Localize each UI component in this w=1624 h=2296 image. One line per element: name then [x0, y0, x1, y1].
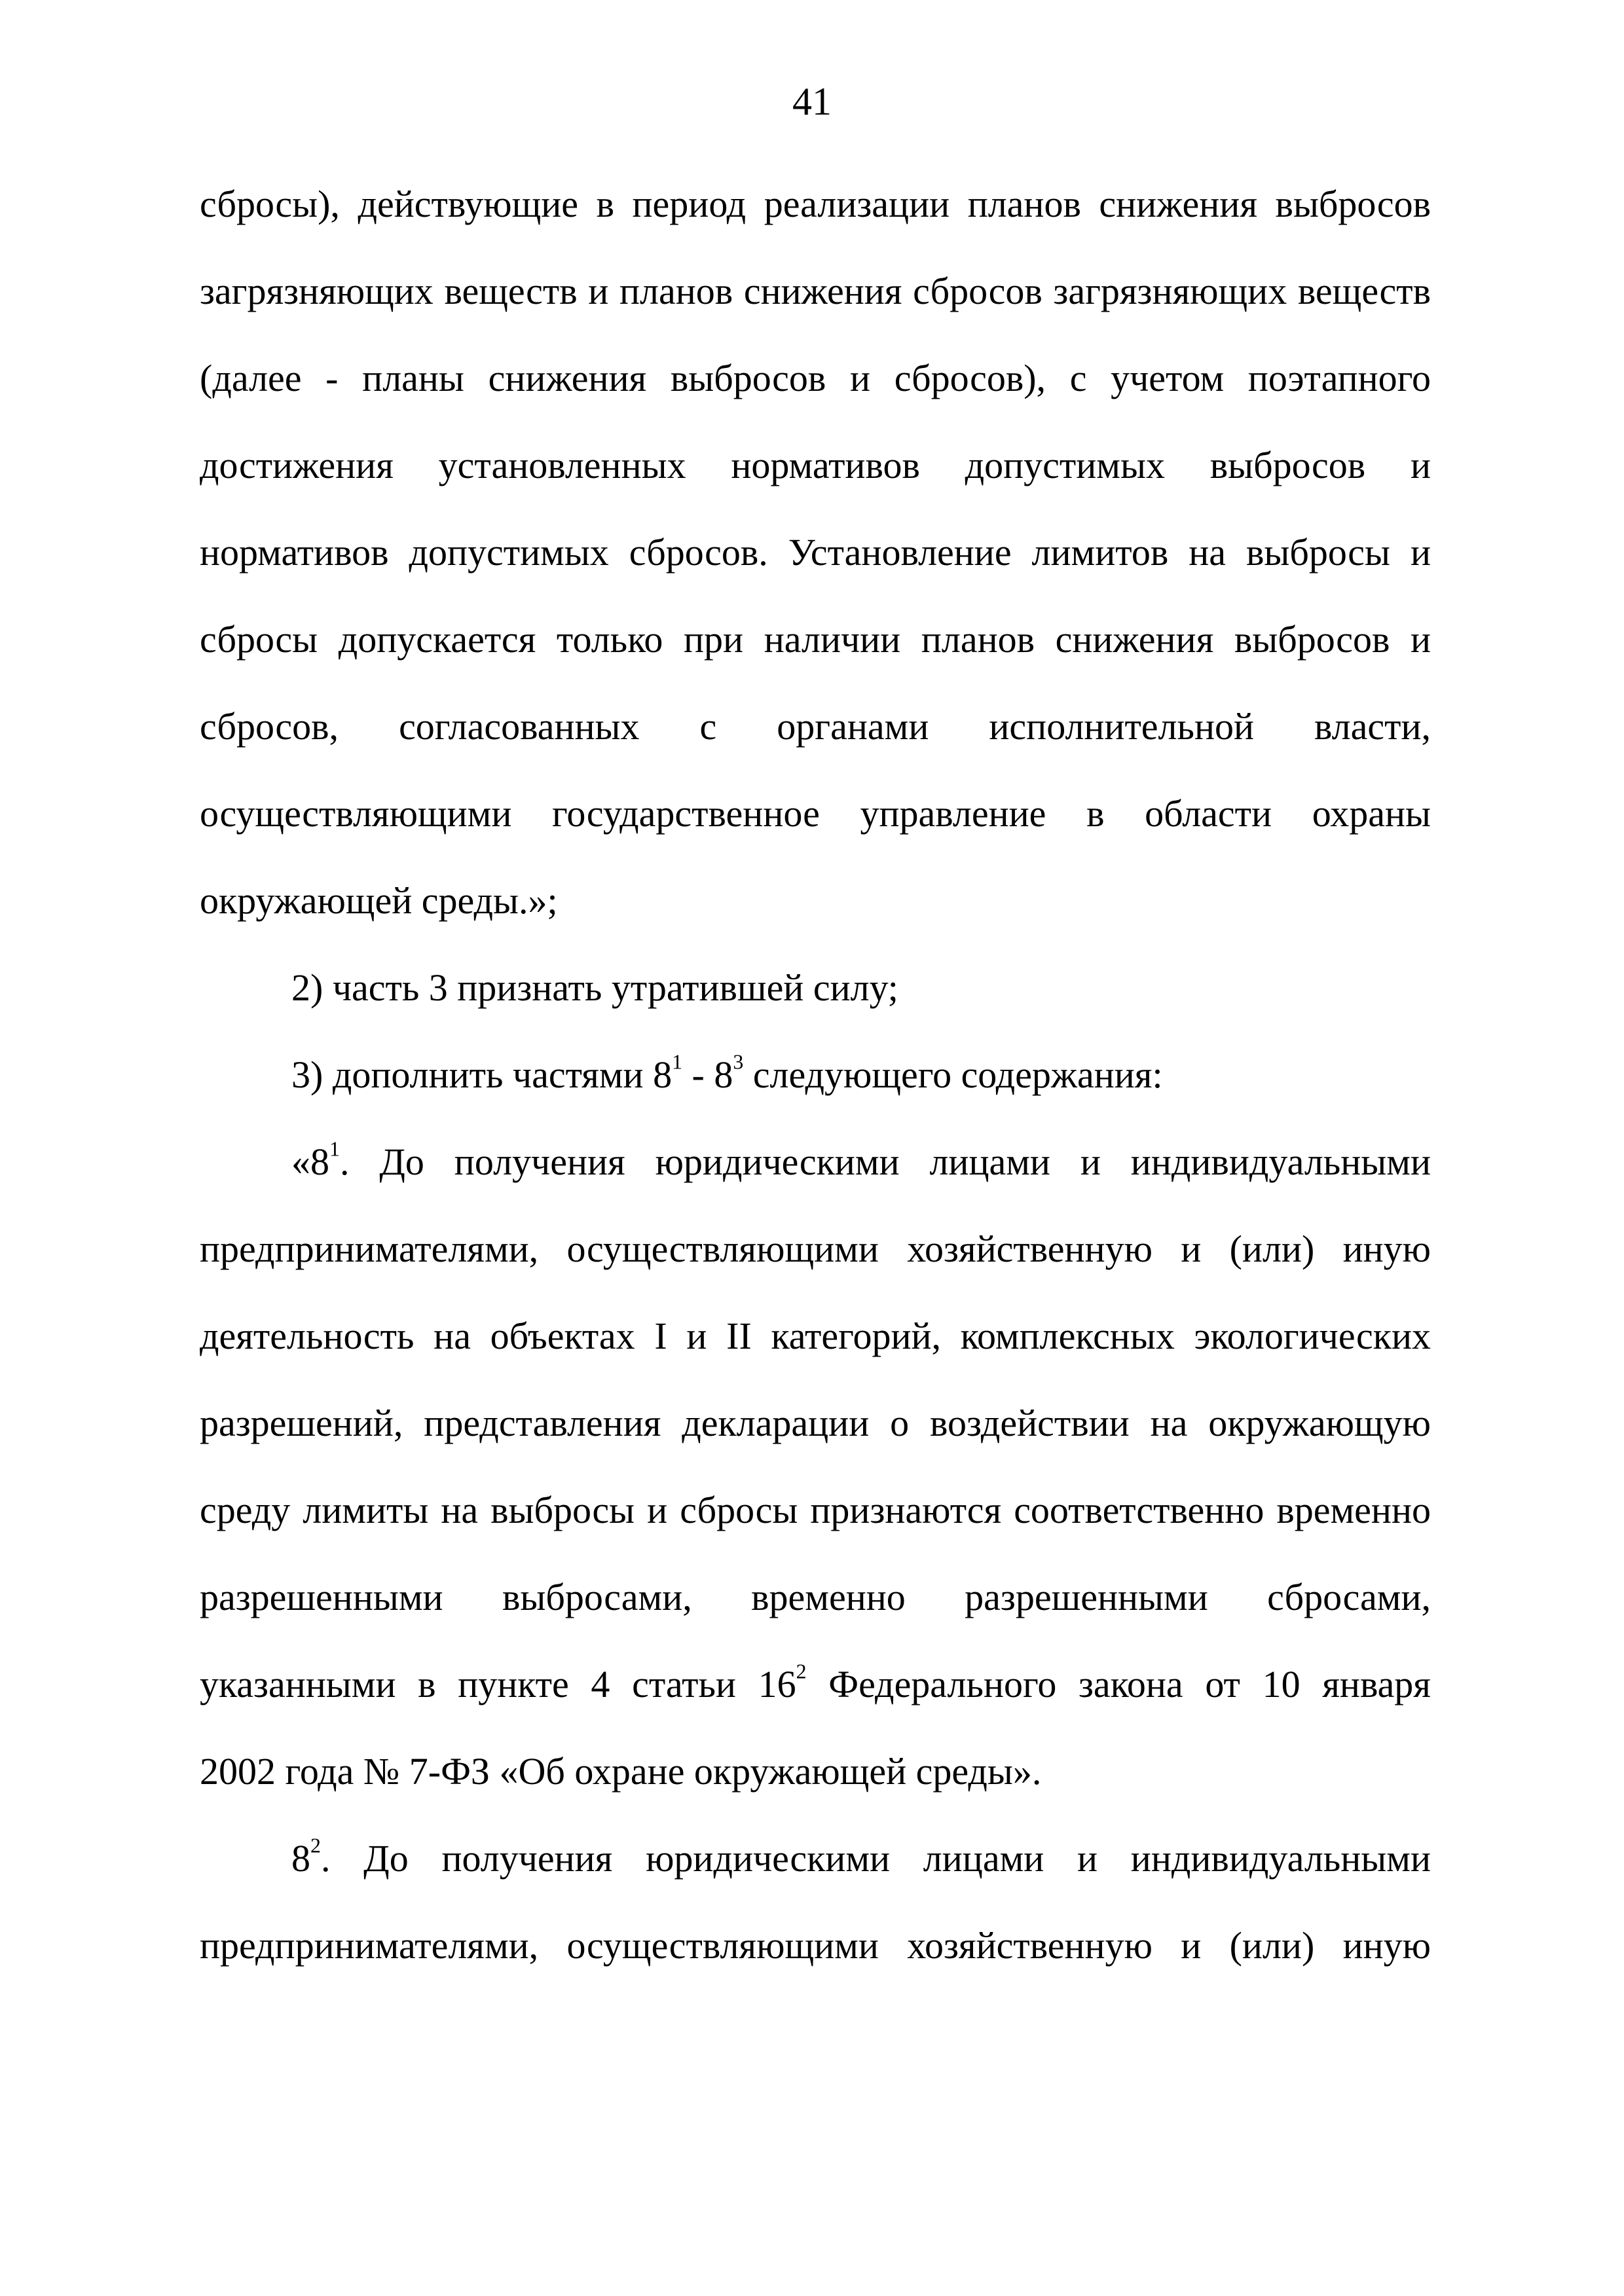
- superscript: 1: [672, 1050, 683, 1074]
- text-line-18: [200, 1660, 1431, 1705]
- text-line-14: деятельность на объектах I и II категорий, комплексных экологических: [200, 1315, 1431, 1357]
- text-line-1: сбросы), действующие в период реализации планов снижения выбросов: [200, 183, 1431, 225]
- text-run: 8: [291, 1837, 310, 1880]
- text-line-9: окружающей среды.»;: [200, 879, 558, 922]
- text-run: следующего содержания:: [743, 1053, 1163, 1096]
- text-line-19: 2002 года № 7-ФЗ «Об охране окружающей среды».: [200, 1750, 1042, 1793]
- text-run: указанными в пункте 4 статьи 16: [200, 1663, 796, 1705]
- superscript: 1: [329, 1137, 340, 1161]
- text-run: - 8: [682, 1053, 733, 1096]
- paragraph-8-2-start: [291, 1834, 1431, 1880]
- text-line-4: достижения установленных нормативов допустимых выбросов и: [200, 444, 1431, 486]
- text-run: . До получения юридическими лицами и индивидуальными: [320, 1837, 1431, 1880]
- list-item-3: [291, 1050, 1431, 1096]
- superscript: 3: [733, 1050, 744, 1074]
- text-line-21: предпринимателями, осуществляющими хозяйственную и (или) иную: [200, 1924, 1431, 1967]
- superscript: 2: [796, 1660, 807, 1683]
- text-line-7: сбросов, согласованных с органами исполнительной власти,: [200, 705, 1431, 748]
- text-run: 3) дополнить частями 8: [291, 1053, 673, 1096]
- superscript: 2: [310, 1834, 321, 1857]
- text-line-13: предпринимателями, осуществляющими хозяйственную и (или) иную: [200, 1228, 1431, 1270]
- text-line-5: нормативов допустимых сбросов. Установление лимитов на выбросы и: [200, 531, 1431, 574]
- text-line-6: сбросы допускается только при наличии планов снижения выбросов и: [200, 618, 1431, 661]
- text-line-17: разрешенными выбросами, временно разрешенными сбросами,: [200, 1576, 1431, 1618]
- paragraph-8-1-start: [291, 1137, 1431, 1183]
- page-number: 41: [792, 80, 832, 123]
- text-line-3: (далее - планы снижения выбросов и сбросов), с учетом поэтапного: [200, 357, 1431, 399]
- text-line-2: загрязняющих веществ и планов снижения сбросов загрязняющих веществ: [200, 270, 1431, 312]
- list-item-2: 2) часть 3 признать утратившей силу;: [291, 966, 898, 1009]
- text-line-15: разрешений, представления декларации о воздействии на окружающую: [200, 1402, 1431, 1444]
- text-run: . До получения юридическими лицами и индивидуальными: [339, 1140, 1431, 1183]
- text-line-16: среду лимиты на выбросы и сбросы признаются соответственно временно: [200, 1489, 1431, 1531]
- text-run: Федерального закона от 10 января: [806, 1663, 1431, 1705]
- text-line-8: осуществляющими государственное управление в области охраны: [200, 792, 1431, 835]
- text-run: «8: [291, 1140, 329, 1183]
